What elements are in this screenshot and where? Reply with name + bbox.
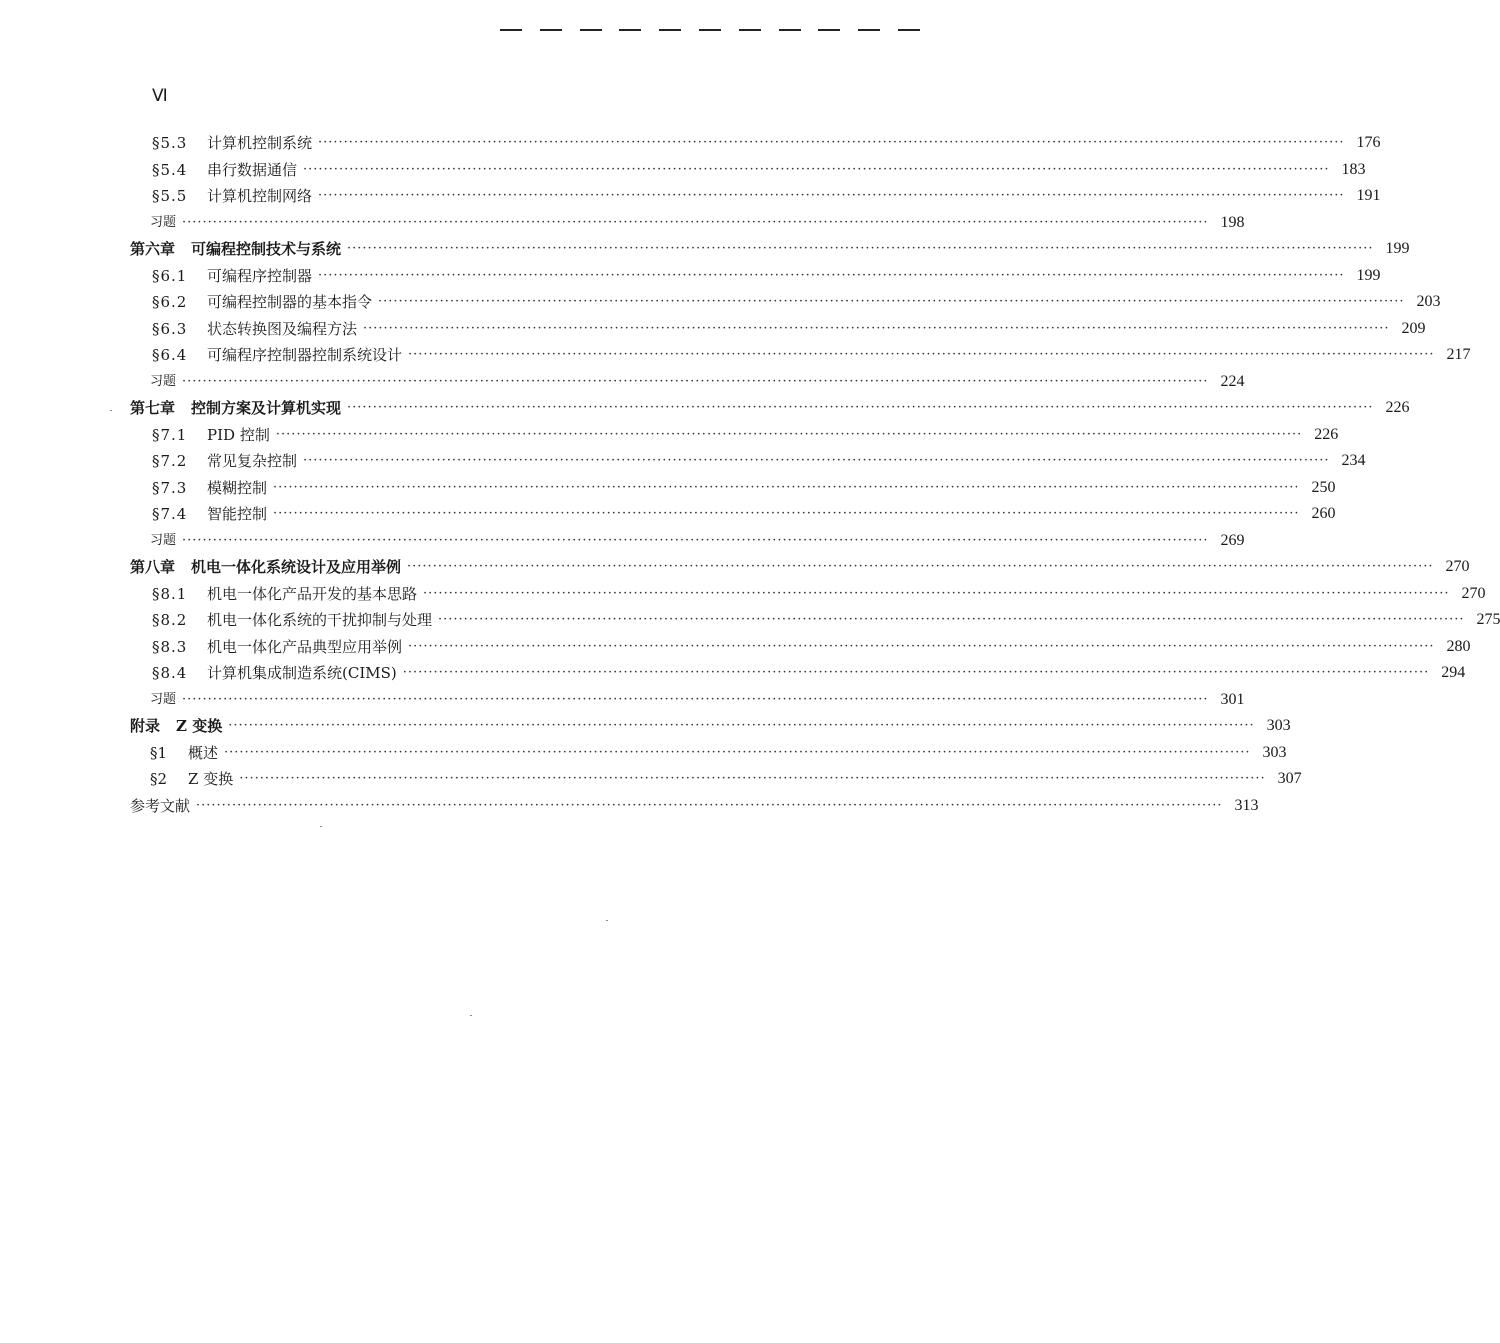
toc-entry-section[interactable] bbox=[130, 263, 1381, 290]
section-number: §5.5 bbox=[152, 187, 188, 205]
toc-entry-section[interactable] bbox=[130, 660, 1466, 687]
leader-dots: ········································································································································································································ bbox=[318, 188, 1345, 203]
page-ref: 301 bbox=[1220, 690, 1245, 708]
scan-speck bbox=[320, 826, 322, 827]
leader-dots: ········································································································································································································ bbox=[438, 612, 1465, 627]
page-ref: 191 bbox=[1356, 187, 1381, 204]
toc-entry-section[interactable] bbox=[130, 130, 1381, 157]
leader-dots: ········································································································································································································ bbox=[239, 771, 1266, 786]
page-ref: 250 bbox=[1311, 478, 1336, 496]
entry-title: 模糊控制 bbox=[207, 478, 268, 497]
entry-title: 可编程序控制器控制系统设计 bbox=[207, 346, 403, 364]
leader-dots: ········································································································································································································ bbox=[407, 559, 1434, 574]
section-number: §7.4 bbox=[152, 505, 188, 523]
toc-entry-section[interactable] bbox=[130, 634, 1471, 661]
entry-title: 概述 bbox=[188, 743, 219, 762]
toc-entry-exercise[interactable] bbox=[130, 369, 1245, 396]
toc-entry-references[interactable] bbox=[130, 793, 1259, 820]
page-ref: 226 bbox=[1385, 399, 1410, 416]
page-ref: 270 bbox=[1445, 558, 1470, 575]
page-ref: 234 bbox=[1341, 452, 1366, 469]
leader-dots: ········································································································································································································ bbox=[402, 665, 1430, 680]
section-number: §8.3 bbox=[152, 637, 188, 656]
section-number: §5.4 bbox=[152, 160, 188, 179]
section-number: §7.1 bbox=[152, 425, 188, 444]
toc-entry-section[interactable] bbox=[130, 501, 1336, 528]
section-number: §6.4 bbox=[152, 346, 188, 364]
table-of-contents bbox=[130, 130, 1500, 819]
leader-dots: ········································································································································································································ bbox=[347, 400, 1374, 415]
leader-dots: ········································································································································································································ bbox=[408, 347, 1435, 362]
section-number: §6.3 bbox=[152, 319, 188, 338]
leader-dots: ········································································································································································································ bbox=[228, 718, 1255, 733]
toc-entry-exercise[interactable] bbox=[130, 210, 1245, 237]
section-number: §1 bbox=[150, 743, 168, 762]
entry-title: 可编程控制器的基本指令 bbox=[207, 293, 373, 311]
entry-title: 控制方案及计算机实现 bbox=[191, 399, 342, 417]
section-number: §6.2 bbox=[152, 293, 188, 311]
chapter-label: 第八章 bbox=[130, 558, 176, 576]
leader-dots: ········································································································································································································ bbox=[318, 267, 1345, 283]
leader-dots: ········································································································································································································ bbox=[182, 691, 1209, 707]
header-rule bbox=[500, 20, 920, 40]
scan-speck bbox=[606, 920, 608, 921]
page-ref: 203 bbox=[1416, 293, 1441, 310]
page-ref: 209 bbox=[1401, 319, 1426, 337]
page-ref: 303 bbox=[1262, 743, 1287, 761]
leader-dots: ········································································································································································································ bbox=[303, 453, 1330, 468]
section-number: §7.3 bbox=[152, 478, 188, 497]
entry-title: 习题 bbox=[150, 691, 177, 707]
section-number: §8.1 bbox=[152, 584, 188, 603]
leader-dots: ········································································································································································································ bbox=[363, 320, 1390, 336]
page-ref: 260 bbox=[1311, 505, 1336, 522]
entry-title: 智能控制 bbox=[207, 505, 268, 523]
entry-title: Z 变换 bbox=[176, 717, 223, 735]
toc-entry-section[interactable] bbox=[130, 581, 1486, 608]
entry-title: 机电一体化系统设计及应用举例 bbox=[191, 558, 402, 576]
page-ref: 313 bbox=[1234, 796, 1259, 814]
leader-dots: ········································································································································································································ bbox=[182, 214, 1209, 230]
leader-dots: ········································································································································································································ bbox=[347, 241, 1374, 256]
toc-entry-section[interactable] bbox=[130, 183, 1381, 210]
toc-entry-section[interactable] bbox=[130, 475, 1336, 502]
page-ref: 226 bbox=[1314, 425, 1339, 443]
leader-dots: ········································································································································································································ bbox=[224, 744, 1251, 760]
entry-title: 串行数据通信 bbox=[207, 160, 298, 179]
toc-entry-exercise[interactable] bbox=[130, 687, 1245, 714]
page-ref: 303 bbox=[1266, 717, 1291, 734]
section-number: §7.2 bbox=[152, 452, 188, 470]
page-ref: 270 bbox=[1461, 584, 1486, 602]
toc-entry-section[interactable] bbox=[130, 157, 1366, 184]
toc-entry-section[interactable] bbox=[130, 289, 1441, 316]
chapter-label: 第七章 bbox=[130, 399, 176, 417]
section-number: §6.1 bbox=[152, 266, 188, 285]
chapter-label: 附录 bbox=[130, 717, 161, 735]
toc-entry-section[interactable] bbox=[130, 342, 1471, 369]
page-ref: 217 bbox=[1446, 346, 1471, 363]
section-number: §8.4 bbox=[152, 664, 188, 682]
toc-entry-chapter[interactable] bbox=[130, 236, 1410, 263]
entry-title: 状态转换图及编程方法 bbox=[207, 319, 358, 338]
page-ref: 183 bbox=[1341, 160, 1366, 178]
entry-title: 习题 bbox=[150, 373, 177, 389]
entry-title: 机电一体化系统的干扰抑制与处理 bbox=[207, 611, 433, 629]
entry-title: 计算机集成制造系统(CIMS) bbox=[207, 664, 397, 682]
leader-dots: ········································································································································································································ bbox=[196, 797, 1223, 813]
page-ref: 269 bbox=[1220, 531, 1245, 549]
entry-title: 习题 bbox=[150, 214, 177, 230]
page-ref: 275 bbox=[1476, 611, 1500, 628]
page-ref: 199 bbox=[1385, 240, 1410, 257]
toc-entry-section[interactable] bbox=[130, 448, 1366, 475]
toc-entry-exercise[interactable] bbox=[130, 528, 1245, 555]
page-ref: 198 bbox=[1220, 213, 1245, 231]
entry-title: Z 变换 bbox=[188, 770, 234, 788]
toc-entry-chapter[interactable] bbox=[130, 554, 1470, 581]
scan-speck bbox=[470, 1015, 472, 1016]
entry-title: 可编程序控制器 bbox=[207, 266, 313, 285]
section-number: §5.3 bbox=[152, 134, 188, 152]
entry-title: 机电一体化产品典型应用举例 bbox=[207, 637, 403, 656]
leader-dots: ········································································································································································································ bbox=[273, 479, 1300, 495]
page-ref: 224 bbox=[1220, 372, 1245, 390]
entry-title: 计算机控制系统 bbox=[207, 134, 313, 152]
toc-entry-appx-section[interactable] bbox=[130, 766, 1302, 793]
toc-entry-appendix[interactable] bbox=[130, 713, 1291, 740]
page-ref: 280 bbox=[1446, 637, 1471, 655]
toc-entry-section[interactable] bbox=[130, 316, 1426, 343]
toc-entry-chapter[interactable] bbox=[130, 395, 1410, 422]
entry-title: 习题 bbox=[150, 532, 177, 548]
leader-dots: ········································································································································································································ bbox=[303, 161, 1330, 177]
toc-entry-section[interactable] bbox=[130, 422, 1339, 449]
leader-dots: ········································································································································································································ bbox=[182, 532, 1209, 548]
leader-dots: ········································································································································································································ bbox=[378, 294, 1405, 309]
leader-dots: ········································································································································································································ bbox=[408, 638, 1435, 654]
entry-title: 常见复杂控制 bbox=[207, 452, 298, 470]
toc-entry-appx-section[interactable] bbox=[130, 740, 1287, 767]
leader-dots: ········································································································································································································ bbox=[273, 506, 1300, 521]
entry-title: 计算机控制网络 bbox=[207, 187, 313, 205]
entry-title: 参考文献 bbox=[130, 796, 191, 815]
leader-dots: ········································································································································································································ bbox=[275, 426, 1303, 442]
entry-title: 机电一体化产品开发的基本思路 bbox=[207, 584, 418, 603]
section-number: §8.2 bbox=[152, 611, 188, 629]
leader-dots: ········································································································································································································ bbox=[423, 585, 1450, 601]
leader-dots: ········································································································································································································ bbox=[318, 135, 1345, 150]
page-ref: 199 bbox=[1356, 266, 1381, 284]
page-number: Ⅵ bbox=[152, 86, 167, 105]
chapter-label: 第六章 bbox=[130, 240, 176, 258]
page-ref: 307 bbox=[1277, 770, 1302, 787]
scan-speck bbox=[110, 410, 112, 411]
page-ref: 176 bbox=[1356, 134, 1381, 151]
section-number: §2 bbox=[150, 770, 168, 788]
entry-title: PID 控制 bbox=[207, 425, 270, 444]
page-ref: 294 bbox=[1441, 664, 1466, 681]
leader-dots: ········································································································································································································ bbox=[182, 373, 1209, 389]
toc-entry-section[interactable] bbox=[130, 607, 1500, 634]
entry-title: 可编程控制技术与系统 bbox=[191, 240, 342, 258]
